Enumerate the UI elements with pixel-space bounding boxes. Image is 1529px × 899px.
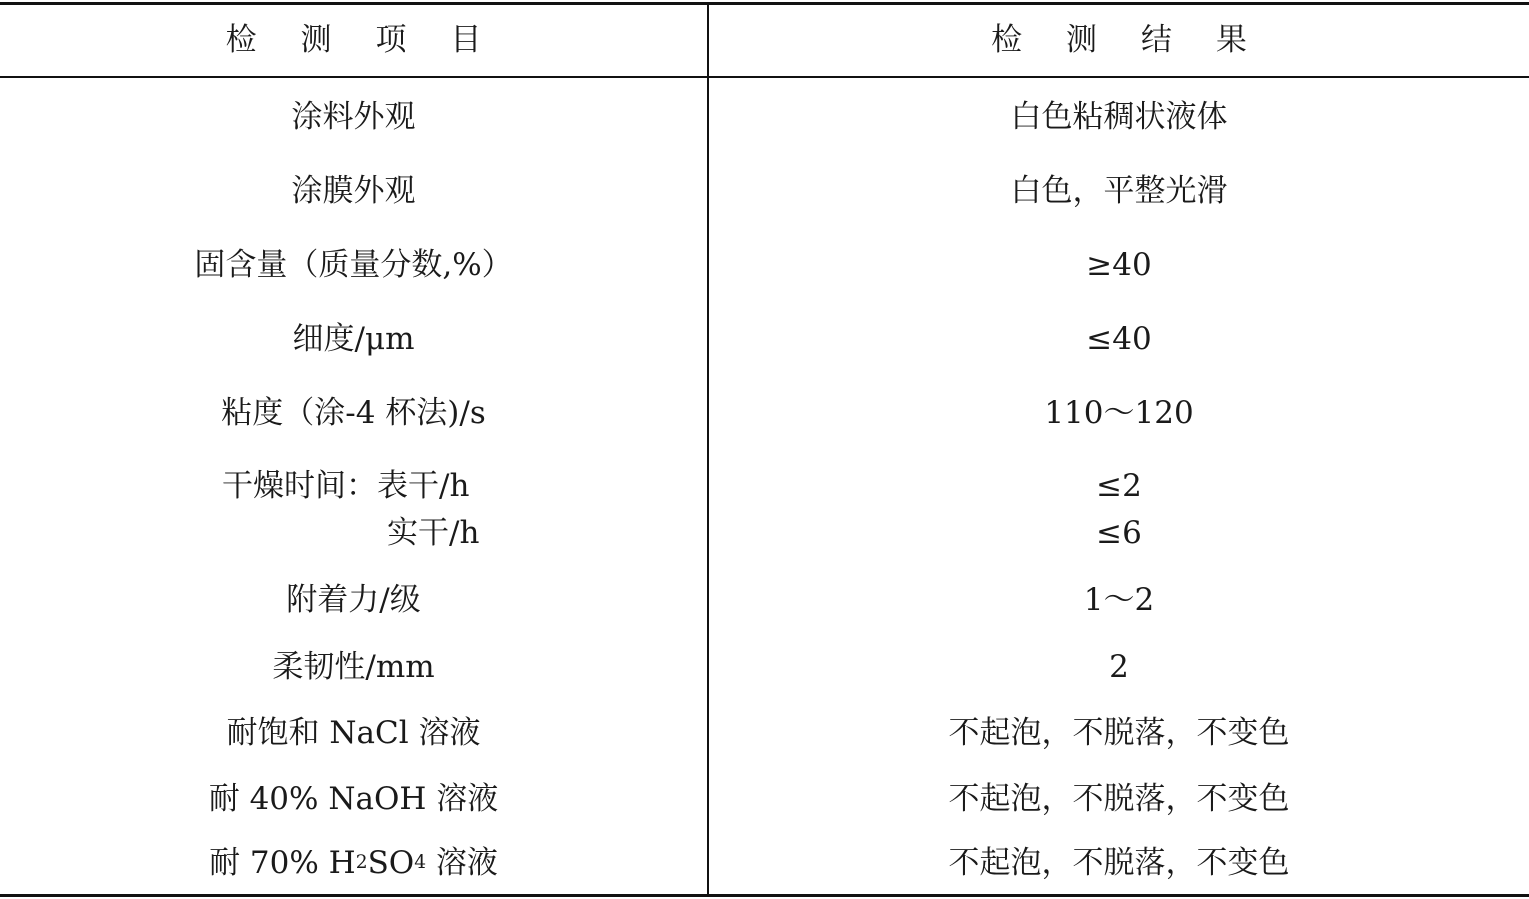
table-row-result — [709, 458, 1529, 562]
table-row-result: 不起泡，不脱落，不变色 — [948, 780, 1290, 817]
drying-time-surface-label: 干燥时间：表干/h — [222, 468, 470, 504]
table-row-item: 附着力/级 — [286, 581, 421, 618]
drying-time-hard-value: ≤6 — [1096, 515, 1142, 551]
acid-item-suffix: 溶液 — [426, 844, 498, 881]
table-row-result: ≥40 — [1086, 246, 1152, 283]
table-row-item: 粘度（涂-4 杯法)/s — [221, 394, 486, 431]
table-row-result: 白色粘稠状液体 — [1010, 98, 1228, 135]
table-row-result: ≤40 — [1086, 320, 1152, 357]
acid-item-so: SO — [367, 844, 415, 881]
header-test-result: 检 测 结 果 — [991, 22, 1264, 58]
table-row-item: 涂料外观 — [291, 98, 416, 135]
table-row-item — [0, 458, 707, 562]
table-row-item: 耐饱和 NaCl 溶液 — [226, 714, 481, 751]
table-row-item: 涂膜外观 — [291, 172, 416, 209]
table-row-result: 白色，平整光滑 — [1010, 172, 1228, 209]
table-row-result: 110～120 — [1044, 394, 1194, 431]
drying-time-surface-value: ≤2 — [1096, 468, 1142, 504]
table-row-result: 不起泡，不脱落，不变色 — [948, 714, 1290, 751]
table-row-result: 1～2 — [1083, 581, 1155, 618]
table-header-rule — [0, 76, 1529, 78]
table-row-item: 细度/μm — [292, 320, 415, 357]
table-row-result: 2 — [1109, 648, 1129, 685]
table-row-item: 柔韧性/mm — [272, 648, 435, 685]
header-test-item: 检 测 项 目 — [225, 22, 499, 58]
table-row-result: 不起泡，不脱落，不变色 — [948, 844, 1290, 881]
table-bottom-rule — [0, 894, 1529, 897]
table-row-item: 固含量（质量分数,%） — [194, 246, 513, 283]
drying-time-hard-label: 实干/h — [387, 515, 480, 551]
table-row-item: 耐 70% H 2 SO 4 溶液 — [209, 844, 498, 881]
table-row-item: 耐 40% NaOH 溶液 — [208, 780, 499, 817]
acid-item-prefix: 耐 70% H — [209, 844, 356, 881]
